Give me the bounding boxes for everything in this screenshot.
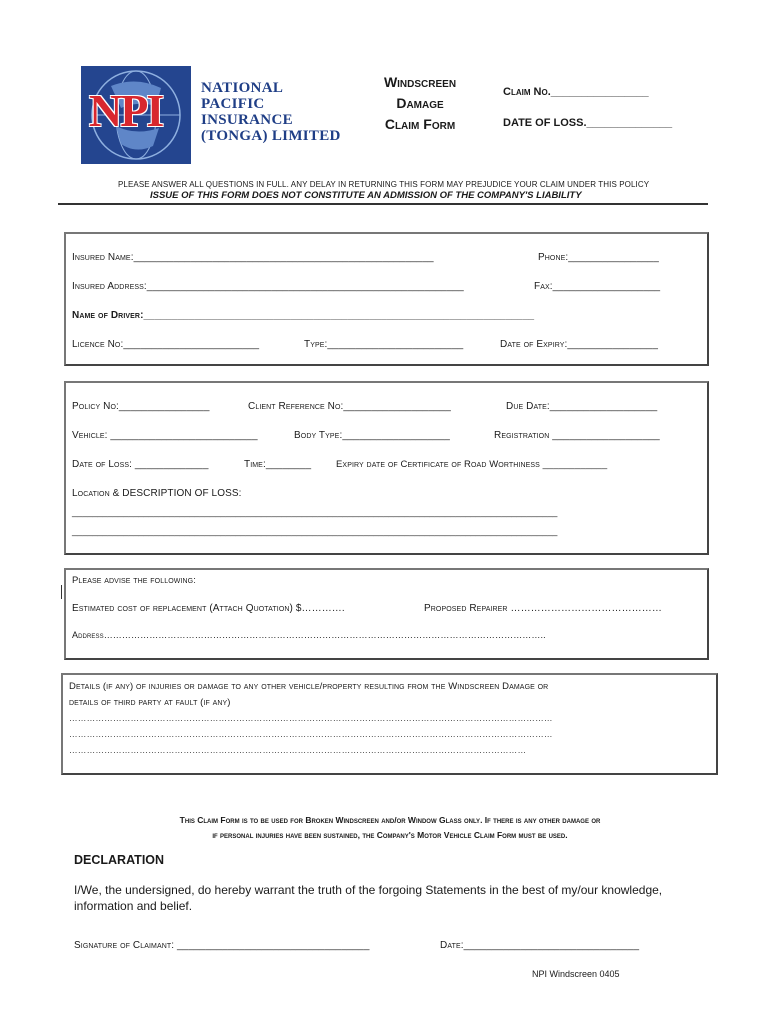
third-party-details-section <box>61 673 718 775</box>
liability-notice: ISSUE OF THIS FORM DOES NOT CONSTITUTE AN ADMISSION OF THE COMPANY'S LIABILITY <box>150 190 582 201</box>
fax-field[interactable]: Fax:___________________ <box>534 281 661 292</box>
company-logo <box>81 66 347 164</box>
phone-field[interactable]: Phone:________________ <box>538 252 659 263</box>
text-cursor <box>61 585 62 599</box>
due-date-field[interactable]: Due Date:___________________ <box>506 401 658 412</box>
roadworthiness-expiry-field[interactable]: Expiry date of Certificate of Road Worthiness ____________ <box>336 459 608 470</box>
date-of-loss-field[interactable]: DATE OF LOSS.______________ <box>503 117 673 129</box>
header-divider <box>58 203 708 205</box>
claimant-signature-field[interactable]: Signature of Claimant: __________________________________ <box>74 940 370 951</box>
notice-text: PLEASE ANSWER ALL QUESTIONS IN FULL. ANY DELAY IN RETURNING THIS FORM MAY PREJUDICE YOUR CLAIM UNDER THIS POLICY <box>118 180 650 189</box>
licence-no-field[interactable]: Licence No:________________________ <box>72 339 260 350</box>
licence-type-field[interactable]: Type:________________________ <box>304 339 464 350</box>
client-reference-field[interactable]: Client Reference No:___________________ <box>248 401 451 412</box>
repairer-address-field[interactable]: Address……………………………………………………………………………………………………………………………….. <box>72 630 546 640</box>
logo-letters: NPI <box>89 85 163 136</box>
usage-notice-line: This Claim Form is to be used for Broken Windscreen and/or Window Glass only. If there is any other damage or <box>179 815 601 825</box>
details-line[interactable]: ………………………………………………………………………………………………………………………………………………… <box>69 713 553 723</box>
form-code: NPI Windscreen 0405 <box>532 969 620 979</box>
insured-address-field[interactable]: Insured Address:________________________________________________________ <box>72 281 464 292</box>
title-line: Damage <box>396 95 444 111</box>
title-line: Windscreen <box>383 74 457 90</box>
policy-no-field[interactable]: Policy No:________________ <box>72 401 210 412</box>
licence-expiry-field[interactable]: Date of Expiry:________________ <box>500 339 659 350</box>
advise-heading: Please advise the following: <box>72 575 196 586</box>
registration-field[interactable]: Registration ___________________ <box>494 430 660 441</box>
estimated-cost-field[interactable]: Estimated cost of replacement (Attach Quotation) $…………. <box>72 603 345 614</box>
usage-notice <box>40 813 740 843</box>
date-of-loss-detail-field[interactable]: Date of Loss: _____________ <box>72 459 209 470</box>
logo-line: INSURANCE <box>201 112 293 128</box>
third-party-question-cont: details of third party at fault (if any) <box>69 697 231 708</box>
declaration-text: I/We, the undersigned, do hereby warrant the truth of the forgoing Statements in the best of my/our knowledge, information and belief. <box>74 883 663 913</box>
logo-globe-emblem <box>81 66 191 164</box>
details-line[interactable]: ………………………………………………………………………………………………………………………………………… <box>69 745 527 755</box>
form-title <box>345 72 495 135</box>
logo-line: PACIFIC <box>201 96 265 112</box>
body-type-field[interactable]: Body Type:___________________ <box>294 430 450 441</box>
driver-name-field[interactable]: Name of Driver:_____________________________________________________________________ <box>72 310 535 321</box>
declaration-date-field[interactable]: Date:_______________________________ <box>440 940 640 951</box>
location-description-label: Location & DESCRIPTION OF LOSS: <box>72 488 242 499</box>
policy-details-section <box>64 381 709 555</box>
replacement-details-section <box>64 568 709 660</box>
description-line[interactable]: _______________________________________________________________________________________________ <box>72 507 558 517</box>
third-party-question: Details (if any) of injuries or damage to any other vehicle/property resulting from the Windscreen Damage or <box>69 681 549 692</box>
time-field[interactable]: Time:________ <box>244 459 312 470</box>
insured-name-field[interactable]: Insured Name:_____________________________________________________ <box>72 252 434 263</box>
details-line[interactable]: ………………………………………………………………………………………………………………………………………………… <box>69 729 553 739</box>
insured-details-section <box>64 232 709 366</box>
vehicle-field[interactable]: Vehicle: __________________________ <box>72 430 258 441</box>
logo-line: (TONGA) LIMITED <box>201 128 341 144</box>
proposed-repairer-field[interactable]: Proposed Repairer ……………………………………… <box>424 603 662 614</box>
logo-line: NATIONAL <box>201 80 284 96</box>
usage-notice-line: if personal injuries have been sustained, the Company's Motor Vehicle Claim Form must be used. <box>212 830 568 840</box>
declaration-heading: DECLARATION <box>74 853 165 867</box>
claim-no-field[interactable]: Claim No.________________ <box>503 86 649 98</box>
description-line[interactable]: _______________________________________________________________________________________________ <box>72 526 558 536</box>
title-line: Claim Form <box>384 116 456 132</box>
logo-company-name <box>201 80 341 144</box>
